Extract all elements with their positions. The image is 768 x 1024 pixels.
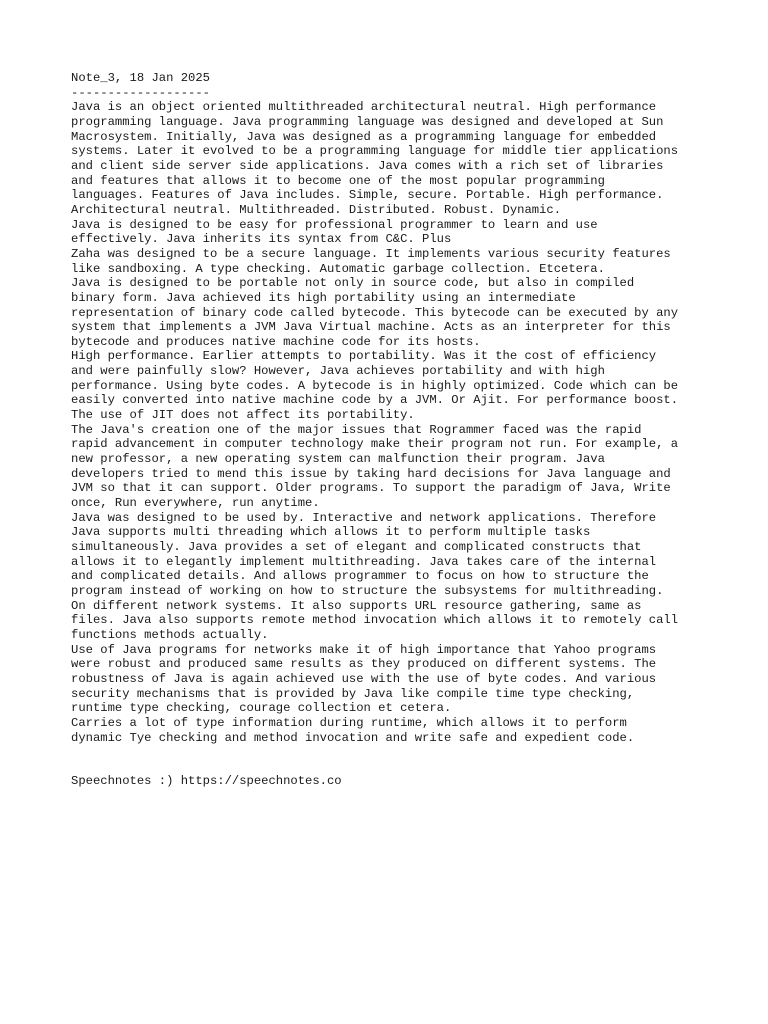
- note-line: effectively. Java inherits its syntax from C&C. Plus: [71, 232, 452, 247]
- note-line: runtime type checking, courage collection et cetera.: [71, 701, 452, 716]
- note-line: Macrosystem. Initially, Java was designed as a programming language for embedded: [71, 129, 657, 144]
- note-line: new professor, a new operating system can malfunction their program. Java: [71, 452, 605, 467]
- note-line: like sandboxing. A type checking. Automatic garbage collection. Etcetera.: [71, 261, 605, 276]
- note-line: simultaneously. Java provides a set of elegant and complicated constructs that: [71, 540, 642, 554]
- note-line: languages. Features of Java includes. Simple, secure. Portable. High performance.: [71, 188, 664, 203]
- blank-spacer: [71, 745, 731, 774]
- note-document: [71, 71, 731, 789]
- note-line: JVM so that it can support. Older programs. To support the paradigm of Java, Write: [71, 481, 671, 496]
- note-line: were robust and produced same results as they produced on different systems. The: [71, 657, 657, 672]
- note-line: Java supports multi threading which allows it to perform multiple tasks: [71, 525, 591, 540]
- header-divider: -------------------: [71, 85, 210, 100]
- note-line: files. Java also supports remote method invocation which allows it to remotely call: [71, 613, 679, 628]
- note-line: security mechanisms that is provided by Java like compile time type checking,: [71, 686, 635, 701]
- note-line: robustness of Java is again achieved use with the use of byte codes. And various: [71, 671, 657, 686]
- note-line: functions methods actually.: [71, 627, 269, 642]
- note-line: allows it to elegantly implement multithreading. Java takes care of the internal: [71, 554, 657, 569]
- note-line: systems. Later it evolved to be a programming language for middle tier applications: [71, 144, 679, 159]
- note-line: programming language. Java programming language was designed and developed at Sun: [71, 114, 664, 129]
- note-line: once, Run everywhere, run anytime.: [71, 496, 320, 511]
- note-line: Zaha was designed to be a secure language. It implements various security features: [71, 246, 671, 261]
- note-line: binary form. Java achieved its high portability using an intermediate: [71, 290, 576, 305]
- note-header: Note_3, 18 Jan 2025: [71, 71, 210, 85]
- note-line: rapid advancement in computer technology make their program not run. For example, a: [71, 437, 679, 452]
- note-line: performance. Using byte codes. A bytecode is in highly optimized. Code which can be: [71, 378, 679, 393]
- note-line: Use of Java programs for networks make it of high importance that Yahoo programs: [71, 642, 657, 657]
- note-line: Java is designed to be easy for professional programmer to learn and use: [71, 217, 598, 232]
- note-body: [71, 100, 731, 745]
- note-line: The use of JIT does not affect its portability.: [71, 408, 415, 423]
- note-line: High performance. Earlier attempts to portability. Was it the cost of efficiency: [71, 349, 657, 364]
- note-line: Java was designed to be used by. Interactive and network applications. Therefore: [71, 510, 657, 525]
- speechnotes-footer[interactable]: Speechnotes :) https://speechnotes.co: [71, 774, 342, 789]
- note-line: and complicated details. And allows programmer to focus on how to structure the: [71, 569, 649, 584]
- note-line: bytecode and produces native machine code for its hosts.: [71, 334, 481, 349]
- note-line: Carries a lot of type information during runtime, which allows it to perform: [71, 715, 627, 730]
- note-line: developers tried to mend this issue by taking hard decisions for Java language and: [71, 466, 671, 481]
- note-line: and client side server side applications. Java comes with a rich set of libraries: [71, 158, 664, 173]
- note-line: easily converted into native machine code by a JVM. Or Ajit. For performance boost.: [71, 393, 679, 408]
- note-line: Java is an object oriented multithreaded architectural neutral. High performance: [71, 100, 657, 115]
- note-line: The Java's creation one of the major issues that Rogrammer faced was the rapid: [71, 422, 642, 437]
- note-line: representation of binary code called bytecode. This bytecode can be executed by any: [71, 305, 679, 320]
- note-line: and features that allows it to become one of the most popular programming: [71, 173, 605, 188]
- note-line: system that implements a JVM Java Virtual machine. Acts as an interpreter for this: [71, 320, 671, 335]
- note-line: On different network systems. It also supports URL resource gathering, same as: [71, 598, 642, 613]
- note-line: Java is designed to be portable not only in source code, but also in compiled: [71, 276, 635, 291]
- note-line: program instead of working on how to structure the subsystems for multithreading.: [71, 583, 664, 598]
- note-line: dynamic Tye checking and method invocation and write safe and expedient code.: [71, 730, 635, 745]
- note-line: Architectural neutral. Multithreaded. Distributed. Robust. Dynamic.: [71, 202, 562, 217]
- note-line: and were painfully slow? However, Java achieves portability and with high: [71, 364, 605, 379]
